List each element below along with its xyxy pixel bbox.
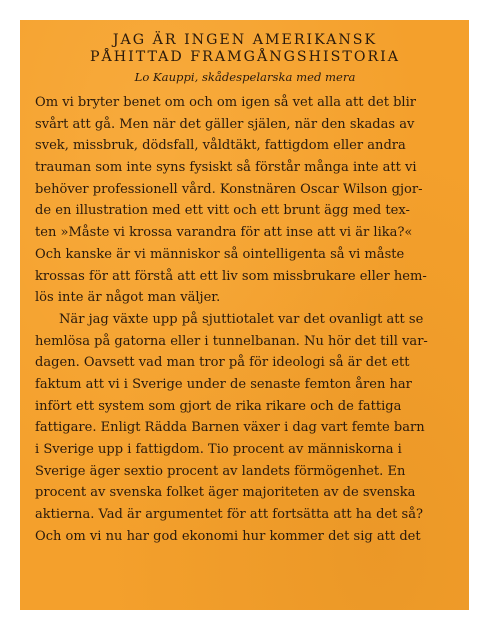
body-text-line: trauman som inte syns fysiskt så förstår många inte att vi <box>35 160 417 176</box>
body-text-line: fattigare. Enligt Rädda Barnen växer i dag vart femte barn <box>35 420 425 436</box>
body-text-line: i Sverige upp i fattigdom. Tio procent av människorna i <box>35 442 402 457</box>
body-text-line: lös inte är något man väljer. <box>35 290 221 306</box>
byline: Lo Kauppi, skådespelarska med mera <box>134 70 356 84</box>
body-text-line: Om vi bryter benet om och om igen så vet alla att det blir <box>35 95 417 110</box>
body-text-line: infört ett system som gjort de rika rikare och de fattiga <box>35 398 402 414</box>
article-body <box>35 92 455 547</box>
body-text-line: svek, missbruk, dödsfall, våldtäkt, fattigdom eller andra <box>35 138 406 154</box>
article-page <box>20 20 469 610</box>
body-text-line: aktierna. Vad är argumentet för att fortsätta att ha det så? <box>35 507 424 523</box>
body-text-line: Sverige äger sextio procent av landets förmögenhet. En <box>35 463 406 479</box>
body-text-line: svårt att gå. Men när det gäller själen, när den skadas av <box>35 116 415 132</box>
body-text-line: de en illustration med ett vitt och ett brunt ägg med tex- <box>35 203 410 219</box>
body-text-line: krossas för att förstå att ett liv som missbrukare eller hem- <box>35 268 427 284</box>
body-text-line: Och om vi nu har god ekonomi hur kommer det sig att det <box>35 528 421 544</box>
body-text-line: ten »Måste vi krossa varandra för att inse att vi är lika?« <box>35 225 413 241</box>
headline-line: PÅHITTAD FRAMGÅNGSHISTORIA <box>90 49 400 65</box>
body-text-line: hemlösa på gatorna eller i tunnelbanan. Nu hör det till var- <box>35 333 428 349</box>
body-text-line: procent av svenska folket äger majoriteten av de svenska <box>35 485 416 501</box>
body-text-line: behöver professionell vård. Konstnären Oscar Wilson gjor- <box>35 181 423 197</box>
body-text-line: faktum att vi i Sverige under de senaste femton åren har <box>35 376 412 392</box>
headline-line: JAG ÄR INGEN AMERIKANSK <box>112 32 378 48</box>
body-text-line: dagen. Oavsett vad man tror på för ideologi så är det ett <box>35 355 410 371</box>
body-text-line: När jag växte upp på sjuttiotalet var det ovanligt att se <box>59 311 424 327</box>
body-text-line: Och kanske är vi människor så ointelligenta så vi måste <box>35 246 405 262</box>
headline <box>35 32 455 66</box>
